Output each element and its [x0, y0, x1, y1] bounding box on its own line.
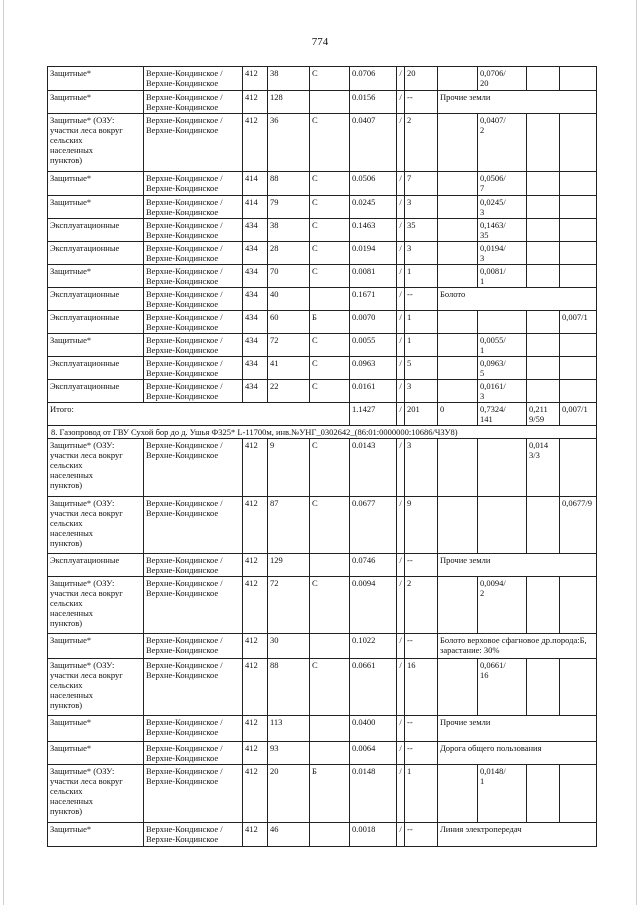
cell-c5	[310, 288, 350, 311]
cell-c9: Дорога общего пользования	[438, 742, 597, 765]
cell-c3: 412	[243, 823, 268, 847]
cell-c9	[438, 67, 478, 91]
cell-c11	[527, 219, 560, 242]
cell-c12	[560, 357, 597, 380]
table-row	[48, 380, 597, 403]
table-row	[48, 765, 597, 823]
cell-c10: 0,0055/ 1	[478, 334, 527, 357]
cell-c5: С	[310, 380, 350, 403]
cell-c1: Защитные* (ОЗУ: участки леса вокруг сельских населенных пунктов)	[48, 439, 144, 497]
cell-c7: /	[397, 91, 405, 114]
cell-c9	[438, 311, 478, 334]
cell-c7: /	[397, 242, 405, 265]
total-col9: 0	[438, 403, 478, 426]
cell-c12	[560, 196, 597, 219]
table-row	[48, 196, 597, 219]
cell-c3: 414	[243, 196, 268, 219]
cell-c1: Эксплуатационные	[48, 311, 144, 334]
cell-c6: 0.0506	[350, 172, 397, 196]
page-number: 774	[311, 36, 329, 48]
cell-c4: 30	[268, 634, 310, 659]
cell-c4: 38	[268, 219, 310, 242]
cell-c6: 0.0661	[350, 659, 397, 716]
cell-c12	[560, 765, 597, 823]
cell-c7: /	[397, 716, 405, 742]
cell-c5: С	[310, 219, 350, 242]
cell-c3: 434	[243, 357, 268, 380]
cell-c6: 0.0156	[350, 91, 397, 114]
cell-c6: 0.0081	[350, 265, 397, 288]
cell-c4: 60	[268, 311, 310, 334]
cell-c11	[527, 334, 560, 357]
cell-c2: Верхне-Кондинское / Верхне-Кондинское	[144, 196, 243, 219]
cell-c9	[438, 380, 478, 403]
cell-c2: Верхне-Кондинское / Верхне-Кондинское	[144, 716, 243, 742]
cell-c9: Линия электропередач	[438, 823, 597, 847]
cell-c4: 79	[268, 196, 310, 219]
cell-c10: 0,0194/ 3	[478, 242, 527, 265]
cell-c12	[560, 242, 597, 265]
cell-c7: /	[397, 742, 405, 765]
table-row	[48, 716, 597, 742]
cell-c2: Верхне-Кондинское / Верхне-Кондинское	[144, 357, 243, 380]
cell-c1: Защитные* (ОЗУ: участки леса вокруг сельских населенных пунктов)	[48, 114, 144, 172]
cell-c10: 0,0963/ 5	[478, 357, 527, 380]
cell-c9: Прочие земли	[438, 554, 597, 577]
table-row	[48, 219, 597, 242]
cell-c10	[478, 311, 527, 334]
cell-c3: 412	[243, 765, 268, 823]
cell-c9	[438, 659, 478, 716]
cell-c5	[310, 554, 350, 577]
cell-c10: 0,0148/ 1	[478, 765, 527, 823]
cell-c11	[527, 172, 560, 196]
cell-c4: 72	[268, 334, 310, 357]
cell-c5: С	[310, 196, 350, 219]
cell-c5: С	[310, 242, 350, 265]
cell-c7: /	[397, 554, 405, 577]
cell-c2: Верхне-Кондинское / Верхне-Кондинское	[144, 311, 243, 334]
cell-c8: 3	[405, 242, 438, 265]
cell-c8: 7	[405, 172, 438, 196]
cell-c3: 412	[243, 554, 268, 577]
cell-c12	[560, 67, 597, 91]
cell-c2: Верхне-Кондинское / Верхне-Кондинское	[144, 172, 243, 196]
table-body-bottom	[48, 439, 597, 847]
cell-c10	[478, 497, 527, 554]
cell-c1: Защитные*	[48, 823, 144, 847]
cell-c9	[438, 114, 478, 172]
cell-c11	[527, 659, 560, 716]
cell-c4: 88	[268, 172, 310, 196]
cell-c1: Защитные* (ОЗУ: участки леса вокруг сельских населенных пунктов)	[48, 577, 144, 634]
cell-c10: 0,0081/ 1	[478, 265, 527, 288]
cell-c6: 0.0407	[350, 114, 397, 172]
cell-c8: --	[405, 742, 438, 765]
cell-c7: /	[397, 765, 405, 823]
cell-c1: Защитные*	[48, 265, 144, 288]
cell-c6: 0.0064	[350, 742, 397, 765]
cell-c6: 0.0963	[350, 357, 397, 380]
cell-c9: Прочие земли	[438, 716, 597, 742]
cell-c3: 434	[243, 288, 268, 311]
cell-c9	[438, 196, 478, 219]
cell-c10	[478, 439, 527, 497]
cell-c7: /	[397, 577, 405, 634]
cell-c1: Эксплуатационные	[48, 219, 144, 242]
cell-c10: 0,1463/ 35	[478, 219, 527, 242]
cell-c9	[438, 577, 478, 634]
cell-c6: 0.0055	[350, 334, 397, 357]
cell-c8: 20	[405, 67, 438, 91]
cell-c4: 129	[268, 554, 310, 577]
cell-c5: С	[310, 67, 350, 91]
cell-c1: Защитные*	[48, 91, 144, 114]
cell-c3: 412	[243, 114, 268, 172]
cell-c9	[438, 265, 478, 288]
cell-c8: 2	[405, 577, 438, 634]
cell-c8: --	[405, 823, 438, 847]
cell-c9	[438, 219, 478, 242]
cell-c3: 412	[243, 439, 268, 497]
cell-c8: 2	[405, 114, 438, 172]
cell-c2: Верхне-Кондинское / Верхне-Кондинское	[144, 765, 243, 823]
table-row	[48, 311, 597, 334]
cell-c1: Защитные* (ОЗУ: участки леса вокруг сельских населенных пунктов)	[48, 765, 144, 823]
cell-c4: 36	[268, 114, 310, 172]
cell-c6: 0.0400	[350, 716, 397, 742]
cell-c7: /	[397, 311, 405, 334]
cell-c5: С	[310, 439, 350, 497]
table-row	[48, 91, 597, 114]
cell-c1: Защитные* (ОЗУ: участки леса вокруг сельских населенных пунктов)	[48, 659, 144, 716]
cell-c6: 0.0070	[350, 311, 397, 334]
cell-c9: Болото	[438, 288, 597, 311]
cell-c7: /	[397, 67, 405, 91]
cell-c12	[560, 219, 597, 242]
cell-c3: 434	[243, 311, 268, 334]
cell-c2: Верхне-Кондинское / Верхне-Кондинское	[144, 497, 243, 554]
cell-c6: 0.1022	[350, 634, 397, 659]
cell-c4: 40	[268, 288, 310, 311]
cell-c3: 434	[243, 242, 268, 265]
cell-c5: Б	[310, 765, 350, 823]
cell-c4: 93	[268, 742, 310, 765]
cell-c4: 128	[268, 91, 310, 114]
cell-c5: С	[310, 265, 350, 288]
total-col12: 0,007/1	[560, 403, 597, 426]
cell-c3: 434	[243, 380, 268, 403]
table-row	[48, 114, 597, 172]
cell-c7: /	[397, 497, 405, 554]
cell-c1: Эксплуатационные	[48, 380, 144, 403]
table-row	[48, 659, 597, 716]
cell-c5	[310, 634, 350, 659]
cell-c11	[527, 497, 560, 554]
cell-c5: С	[310, 577, 350, 634]
cell-c4: 41	[268, 357, 310, 380]
cell-c10: 0,0407/ 2	[478, 114, 527, 172]
cell-c2: Верхне-Кондинское / Верхне-Кондинское	[144, 219, 243, 242]
cell-c2: Верхне-Кондинское / Верхне-Кондинское	[144, 577, 243, 634]
table-row	[48, 67, 597, 91]
cell-c9	[438, 765, 478, 823]
total-col10: 0,7324/ 141	[478, 403, 527, 426]
cell-c1: Защитные*	[48, 67, 144, 91]
cell-c6: 0.1463	[350, 219, 397, 242]
cell-c9: Болото верховое сфагновое др.порода:Б, зарастание: 30%	[438, 634, 597, 659]
table-row	[48, 823, 597, 847]
cell-c11	[527, 196, 560, 219]
cell-c1: Эксплуатационные	[48, 288, 144, 311]
table-body-top	[48, 67, 597, 403]
cell-c12: 0,0677/9	[560, 497, 597, 554]
cell-c7: /	[397, 288, 405, 311]
table-row	[48, 634, 597, 659]
cell-c9	[438, 357, 478, 380]
cell-c11	[527, 114, 560, 172]
cell-c11	[527, 577, 560, 634]
cell-c7: /	[397, 380, 405, 403]
cell-c3: 412	[243, 742, 268, 765]
cell-c7: /	[397, 219, 405, 242]
cell-c5: Б	[310, 311, 350, 334]
cell-c3: 434	[243, 334, 268, 357]
cell-c2: Верхне-Кондинское / Верхне-Кондинское	[144, 634, 243, 659]
cell-c10: 0,0706/ 20	[478, 67, 527, 91]
cell-c11	[527, 311, 560, 334]
cell-c6: 0.0161	[350, 380, 397, 403]
cell-c3: 412	[243, 577, 268, 634]
cell-c6: 0.0706	[350, 67, 397, 91]
cell-c6: 0.0143	[350, 439, 397, 497]
cell-c12	[560, 380, 597, 403]
cell-c2: Верхне-Кондинское / Верхне-Кондинское	[144, 288, 243, 311]
section-title: 8. Газопровод от ГВУ Сухой бор до д. Ушья Ф325* L-11700м, инв.№УНГ_0302642_(86:01:0000000:10686/ЧЗУ8)	[48, 426, 597, 439]
cell-c3: 412	[243, 716, 268, 742]
cell-c5: С	[310, 114, 350, 172]
table-row	[48, 742, 597, 765]
cell-c11	[527, 67, 560, 91]
cell-c12: 0,007/1	[560, 311, 597, 334]
table-row	[48, 439, 597, 497]
cell-c8: 3	[405, 439, 438, 497]
cell-c2: Верхне-Кондинское / Верхне-Кондинское	[144, 742, 243, 765]
cell-c1: Эксплуатационные	[48, 357, 144, 380]
cell-c11	[527, 765, 560, 823]
cell-c6: 0.0746	[350, 554, 397, 577]
table-row	[48, 334, 597, 357]
cell-c3: 434	[243, 265, 268, 288]
cell-c6: 0.0018	[350, 823, 397, 847]
cell-c5	[310, 823, 350, 847]
cell-c1: Защитные*	[48, 742, 144, 765]
cell-c8: --	[405, 716, 438, 742]
total-slash: /	[397, 403, 405, 426]
cell-c3: 412	[243, 497, 268, 554]
cell-c5	[310, 91, 350, 114]
table-row	[48, 577, 597, 634]
cell-c2: Верхне-Кондинское / Верхне-Кондинское	[144, 554, 243, 577]
cell-c8: --	[405, 554, 438, 577]
scan-edge-right	[636, 0, 637, 905]
cell-c11: 0,014 3/3	[527, 439, 560, 497]
cell-c8: 3	[405, 380, 438, 403]
cell-c7: /	[397, 823, 405, 847]
cell-c8: 35	[405, 219, 438, 242]
cell-c8: 3	[405, 196, 438, 219]
cell-c7: /	[397, 172, 405, 196]
cell-c4: 22	[268, 380, 310, 403]
cell-c8: 1	[405, 265, 438, 288]
cell-c2: Верхне-Кондинское / Верхне-Кондинское	[144, 439, 243, 497]
cell-c2: Верхне-Кондинское / Верхне-Кондинское	[144, 380, 243, 403]
cell-c12	[560, 265, 597, 288]
cell-c11	[527, 265, 560, 288]
total-area: 1.1427	[350, 403, 397, 426]
cell-c9: Прочие земли	[438, 91, 597, 114]
table-row	[48, 172, 597, 196]
cell-c7: /	[397, 265, 405, 288]
table-row	[48, 357, 597, 380]
cell-c2: Верхне-Кондинское / Верхне-Кондинское	[144, 334, 243, 357]
cell-c7: /	[397, 634, 405, 659]
cell-c8: 9	[405, 497, 438, 554]
cell-c9	[438, 497, 478, 554]
total-row	[48, 403, 597, 426]
cell-c11	[527, 357, 560, 380]
cell-c8: --	[405, 634, 438, 659]
cell-c1: Эксплуатационные	[48, 242, 144, 265]
cell-c8: 16	[405, 659, 438, 716]
cell-c4: 20	[268, 765, 310, 823]
cell-c6: 0.1671	[350, 288, 397, 311]
cell-c3: 412	[243, 67, 268, 91]
cell-c10: 0,0661/ 16	[478, 659, 527, 716]
cell-c8: 1	[405, 311, 438, 334]
table-row	[48, 265, 597, 288]
cell-c5: С	[310, 357, 350, 380]
cell-c1: Защитные*	[48, 172, 144, 196]
cell-c11	[527, 380, 560, 403]
cell-c7: /	[397, 659, 405, 716]
cell-c4: 46	[268, 823, 310, 847]
cell-c6: 0.0245	[350, 196, 397, 219]
cell-c2: Верхне-Кондинское / Верхне-Кондинское	[144, 659, 243, 716]
cell-c11	[527, 242, 560, 265]
total-col11: 0,211 9/59	[527, 403, 560, 426]
cell-c4: 70	[268, 265, 310, 288]
cell-c3: 412	[243, 659, 268, 716]
cell-c2: Верхне-Кондинское / Верхне-Кондинское	[144, 242, 243, 265]
cell-c8: 1	[405, 765, 438, 823]
cell-c8: 1	[405, 334, 438, 357]
cell-c2: Верхне-Кондинское / Верхне-Кондинское	[144, 114, 243, 172]
cell-c9	[438, 439, 478, 497]
cell-c7: /	[397, 114, 405, 172]
cell-c10: 0,0245/ 3	[478, 196, 527, 219]
cell-c12	[560, 659, 597, 716]
cell-c1: Защитные*	[48, 716, 144, 742]
cell-c12	[560, 114, 597, 172]
cell-c12	[560, 334, 597, 357]
cell-c6: 0.0148	[350, 765, 397, 823]
cell-c9	[438, 172, 478, 196]
cell-c1: Защитные*	[48, 334, 144, 357]
cell-c5: С	[310, 659, 350, 716]
cell-c5: С	[310, 334, 350, 357]
cell-c1: Эксплуатационные	[48, 554, 144, 577]
cell-c9	[438, 242, 478, 265]
cell-c8: --	[405, 91, 438, 114]
cell-c4: 9	[268, 439, 310, 497]
cell-c9	[438, 334, 478, 357]
cell-c12	[560, 439, 597, 497]
cell-c3: 434	[243, 219, 268, 242]
cell-c5	[310, 742, 350, 765]
cell-c6: 0.0677	[350, 497, 397, 554]
cell-c5: С	[310, 172, 350, 196]
cell-c12	[560, 172, 597, 196]
cell-c7: /	[397, 357, 405, 380]
cell-c1: Защитные* (ОЗУ: участки леса вокруг сельских населенных пунктов)	[48, 497, 144, 554]
cell-c4: 113	[268, 716, 310, 742]
table-row	[48, 242, 597, 265]
cell-c3: 412	[243, 634, 268, 659]
cell-c7: /	[397, 334, 405, 357]
cell-c10: 0,0161/ 3	[478, 380, 527, 403]
cell-c7: /	[397, 196, 405, 219]
section-header-row	[48, 426, 597, 439]
scan-edge-left	[3, 0, 4, 905]
cell-c10: 0,0506/ 7	[478, 172, 527, 196]
cell-c2: Верхне-Кондинское / Верхне-Кондинское	[144, 823, 243, 847]
total-volume: 201	[405, 403, 438, 426]
table-row	[48, 554, 597, 577]
cell-c5	[310, 716, 350, 742]
forest-plots-table	[47, 66, 597, 847]
total-label: Итого:	[48, 403, 350, 426]
cell-c1: Защитные*	[48, 196, 144, 219]
cell-c2: Верхне-Кондинское / Верхне-Кондинское	[144, 265, 243, 288]
cell-c2: Верхне-Кондинское / Верхне-Кондинское	[144, 91, 243, 114]
cell-c8: 5	[405, 357, 438, 380]
cell-c12	[560, 577, 597, 634]
cell-c8: --	[405, 288, 438, 311]
cell-c4: 72	[268, 577, 310, 634]
table-row	[48, 497, 597, 554]
cell-c4: 38	[268, 67, 310, 91]
cell-c1: Защитные*	[48, 634, 144, 659]
cell-c7: /	[397, 439, 405, 497]
cell-c4: 28	[268, 242, 310, 265]
table-row	[48, 288, 597, 311]
cell-c10: 0,0094/ 2	[478, 577, 527, 634]
cell-c5: С	[310, 497, 350, 554]
cell-c3: 412	[243, 91, 268, 114]
cell-c6: 0.0094	[350, 577, 397, 634]
cell-c4: 88	[268, 659, 310, 716]
cell-c4: 87	[268, 497, 310, 554]
cell-c3: 414	[243, 172, 268, 196]
table-body-total	[48, 403, 597, 439]
cell-c2: Верхне-Кондинское / Верхне-Кондинское	[144, 67, 243, 91]
cell-c6: 0.0194	[350, 242, 397, 265]
